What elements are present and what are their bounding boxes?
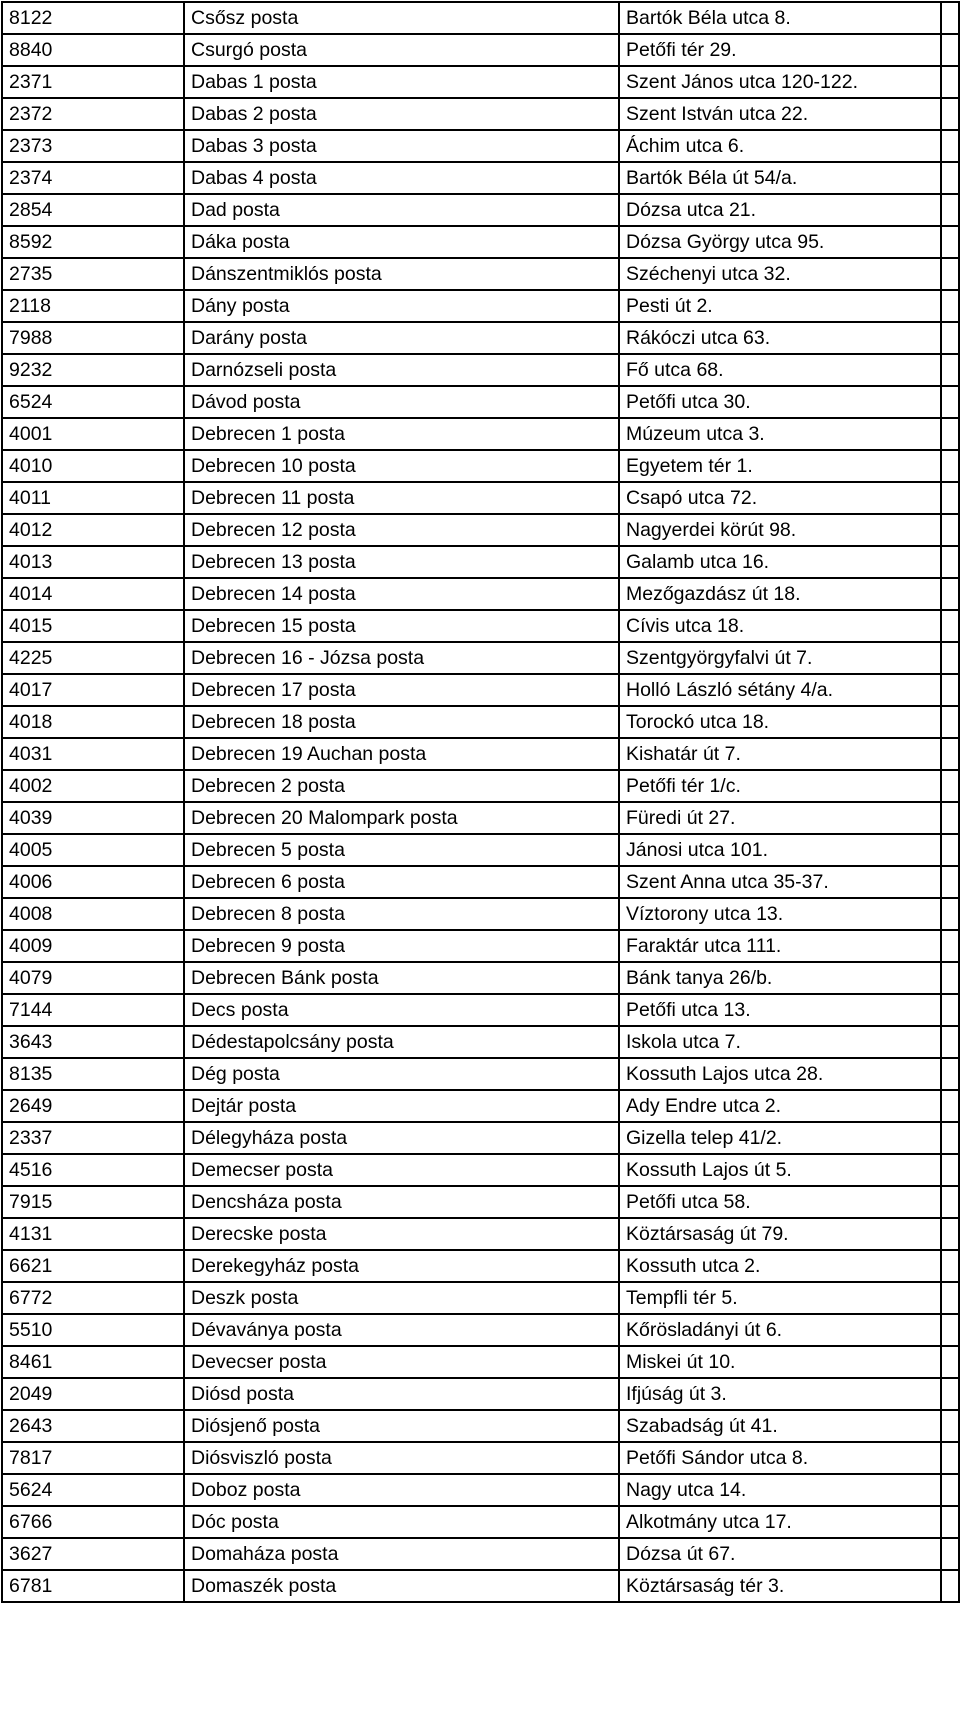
address-cell: Szabadság út 41. xyxy=(619,1410,941,1442)
address-cell: Bartók Béla út 54/a. xyxy=(619,162,941,194)
post-office-name-cell: Debrecen 17 posta xyxy=(184,674,619,706)
table-row xyxy=(2,1442,959,1474)
table-row xyxy=(2,770,959,802)
table-row xyxy=(2,386,959,418)
empty-cell xyxy=(941,1250,959,1282)
empty-cell xyxy=(941,418,959,450)
postal-code-cell: 4131 xyxy=(2,1218,184,1250)
table-row xyxy=(2,962,959,994)
table-row xyxy=(2,482,959,514)
postal-code-cell: 8461 xyxy=(2,1346,184,1378)
empty-cell xyxy=(941,898,959,930)
table-body xyxy=(2,2,959,1602)
empty-cell xyxy=(941,34,959,66)
table-row xyxy=(2,802,959,834)
address-cell: Petőfi tér 1/c. xyxy=(619,770,941,802)
address-cell: Dózsa György utca 95. xyxy=(619,226,941,258)
address-cell: Csapó utca 72. xyxy=(619,482,941,514)
empty-cell xyxy=(941,1346,959,1378)
post-office-name-cell: Debrecen 8 posta xyxy=(184,898,619,930)
postal-code-cell: 5624 xyxy=(2,1474,184,1506)
address-cell: Rákóczi utca 63. xyxy=(619,322,941,354)
address-cell: Kossuth Lajos út 5. xyxy=(619,1154,941,1186)
address-cell: Miskei út 10. xyxy=(619,1346,941,1378)
postal-code-cell: 2049 xyxy=(2,1378,184,1410)
postal-code-cell: 4018 xyxy=(2,706,184,738)
postal-code-cell: 6766 xyxy=(2,1506,184,1538)
postal-code-cell: 7915 xyxy=(2,1186,184,1218)
address-cell: Áchim utca 6. xyxy=(619,130,941,162)
address-cell: Petőfi Sándor utca 8. xyxy=(619,1442,941,1474)
postal-code-cell: 4010 xyxy=(2,450,184,482)
table-row xyxy=(2,162,959,194)
post-office-name-cell: Doboz posta xyxy=(184,1474,619,1506)
post-office-name-cell: Dejtár posta xyxy=(184,1090,619,1122)
postal-code-cell: 9232 xyxy=(2,354,184,386)
postal-code-cell: 4009 xyxy=(2,930,184,962)
empty-cell xyxy=(941,610,959,642)
table-row xyxy=(2,1538,959,1570)
table-row xyxy=(2,1570,959,1602)
postal-code-cell: 7144 xyxy=(2,994,184,1026)
address-cell: Széchenyi utca 32. xyxy=(619,258,941,290)
post-office-name-cell: Dabas 1 posta xyxy=(184,66,619,98)
postal-code-cell: 6524 xyxy=(2,386,184,418)
empty-cell xyxy=(941,962,959,994)
empty-cell xyxy=(941,1570,959,1602)
table-row xyxy=(2,930,959,962)
table-row xyxy=(2,1410,959,1442)
post-office-name-cell: Debrecen 18 posta xyxy=(184,706,619,738)
postal-code-cell: 3643 xyxy=(2,1026,184,1058)
post-office-name-cell: Csurgó posta xyxy=(184,34,619,66)
post-office-name-cell: Debrecen 1 posta xyxy=(184,418,619,450)
empty-cell xyxy=(941,66,959,98)
post-office-name-cell: Dávod posta xyxy=(184,386,619,418)
empty-cell xyxy=(941,1474,959,1506)
empty-cell xyxy=(941,834,959,866)
post-office-name-cell: Deszk posta xyxy=(184,1282,619,1314)
table-row xyxy=(2,450,959,482)
table-row xyxy=(2,1026,959,1058)
postal-code-cell: 2373 xyxy=(2,130,184,162)
address-cell: Múzeum utca 3. xyxy=(619,418,941,450)
address-cell: Egyetem tér 1. xyxy=(619,450,941,482)
post-office-table xyxy=(1,1,960,1603)
postal-code-cell: 2118 xyxy=(2,290,184,322)
post-office-name-cell: Derekegyház posta xyxy=(184,1250,619,1282)
address-cell: Víztorony utca 13. xyxy=(619,898,941,930)
post-office-name-cell: Debrecen 15 posta xyxy=(184,610,619,642)
empty-cell xyxy=(941,1122,959,1154)
empty-cell xyxy=(941,354,959,386)
empty-cell xyxy=(941,450,959,482)
post-office-name-cell: Dóc posta xyxy=(184,1506,619,1538)
empty-cell xyxy=(941,578,959,610)
postal-code-cell: 4225 xyxy=(2,642,184,674)
empty-cell xyxy=(941,194,959,226)
postal-code-cell: 2337 xyxy=(2,1122,184,1154)
postal-code-cell: 6781 xyxy=(2,1570,184,1602)
post-office-name-cell: Dabas 4 posta xyxy=(184,162,619,194)
empty-cell xyxy=(941,258,959,290)
postal-code-cell: 2735 xyxy=(2,258,184,290)
empty-cell xyxy=(941,1186,959,1218)
table-row xyxy=(2,290,959,322)
address-cell: Petőfi utca 30. xyxy=(619,386,941,418)
postal-code-cell: 2371 xyxy=(2,66,184,98)
post-office-name-cell: Debrecen 11 posta xyxy=(184,482,619,514)
table-row xyxy=(2,898,959,930)
empty-cell xyxy=(941,290,959,322)
address-cell: Kossuth utca 2. xyxy=(619,1250,941,1282)
postal-code-cell: 6621 xyxy=(2,1250,184,1282)
table-row xyxy=(2,1154,959,1186)
table-row xyxy=(2,642,959,674)
post-office-name-cell: Debrecen 20 Malompark posta xyxy=(184,802,619,834)
postal-code-cell: 2643 xyxy=(2,1410,184,1442)
post-office-name-cell: Diósd posta xyxy=(184,1378,619,1410)
empty-cell xyxy=(941,98,959,130)
address-cell: Köztársaság tér 3. xyxy=(619,1570,941,1602)
post-office-name-cell: Demecser posta xyxy=(184,1154,619,1186)
postal-code-cell: 3627 xyxy=(2,1538,184,1570)
post-office-name-cell: Dencsháza posta xyxy=(184,1186,619,1218)
post-office-name-cell: Debrecen 19 Auchan posta xyxy=(184,738,619,770)
table-row xyxy=(2,1506,959,1538)
empty-cell xyxy=(941,130,959,162)
postal-code-cell: 4031 xyxy=(2,738,184,770)
postal-code-cell: 2374 xyxy=(2,162,184,194)
post-office-name-cell: Darnózseli posta xyxy=(184,354,619,386)
post-office-name-cell: Dabas 2 posta xyxy=(184,98,619,130)
address-cell: Nagy utca 14. xyxy=(619,1474,941,1506)
table-row xyxy=(2,226,959,258)
empty-cell xyxy=(941,482,959,514)
table-row xyxy=(2,98,959,130)
post-office-name-cell: Debrecen 6 posta xyxy=(184,866,619,898)
address-cell: Petőfi utca 58. xyxy=(619,1186,941,1218)
table-row xyxy=(2,1282,959,1314)
post-office-name-cell: Dévaványa posta xyxy=(184,1314,619,1346)
address-cell: Fő utca 68. xyxy=(619,354,941,386)
table-row xyxy=(2,1058,959,1090)
address-cell: Holló László sétány 4/a. xyxy=(619,674,941,706)
table-row xyxy=(2,34,959,66)
address-cell: Petőfi tér 29. xyxy=(619,34,941,66)
postal-code-cell: 4014 xyxy=(2,578,184,610)
postal-code-cell: 4001 xyxy=(2,418,184,450)
empty-cell xyxy=(941,1538,959,1570)
postal-code-cell: 4012 xyxy=(2,514,184,546)
post-office-name-cell: Debrecen 12 posta xyxy=(184,514,619,546)
post-office-name-cell: Diósviszló posta xyxy=(184,1442,619,1474)
address-cell: Jánosi utca 101. xyxy=(619,834,941,866)
post-office-name-cell: Dad posta xyxy=(184,194,619,226)
address-cell: Dózsa út 67. xyxy=(619,1538,941,1570)
empty-cell xyxy=(941,546,959,578)
table-row xyxy=(2,514,959,546)
postal-code-cell: 2649 xyxy=(2,1090,184,1122)
address-cell: Mezőgazdász út 18. xyxy=(619,578,941,610)
table-row xyxy=(2,66,959,98)
address-cell: Szent István utca 22. xyxy=(619,98,941,130)
post-office-name-cell: Debrecen 10 posta xyxy=(184,450,619,482)
address-cell: Köztársaság út 79. xyxy=(619,1218,941,1250)
empty-cell xyxy=(941,1058,959,1090)
post-office-name-cell: Diósjenő posta xyxy=(184,1410,619,1442)
empty-cell xyxy=(941,1378,959,1410)
address-cell: Nagyerdei körút 98. xyxy=(619,514,941,546)
table-row xyxy=(2,866,959,898)
address-cell: Bartók Béla utca 8. xyxy=(619,2,941,34)
table-row xyxy=(2,130,959,162)
postal-code-cell: 2854 xyxy=(2,194,184,226)
postal-code-cell: 4017 xyxy=(2,674,184,706)
post-office-name-cell: Csősz posta xyxy=(184,2,619,34)
post-office-name-cell: Debrecen 5 posta xyxy=(184,834,619,866)
empty-cell xyxy=(941,514,959,546)
table-row xyxy=(2,1122,959,1154)
empty-cell xyxy=(941,1410,959,1442)
address-cell: Iskola utca 7. xyxy=(619,1026,941,1058)
address-cell: Dózsa utca 21. xyxy=(619,194,941,226)
postal-code-cell: 4006 xyxy=(2,866,184,898)
empty-cell xyxy=(941,770,959,802)
address-cell: Szent János utca 120-122. xyxy=(619,66,941,98)
table-row xyxy=(2,610,959,642)
empty-cell xyxy=(941,642,959,674)
post-office-name-cell: Debrecen 14 posta xyxy=(184,578,619,610)
table-row xyxy=(2,1378,959,1410)
table-row xyxy=(2,194,959,226)
table-row xyxy=(2,994,959,1026)
empty-cell xyxy=(941,1026,959,1058)
table-row xyxy=(2,738,959,770)
table-row xyxy=(2,418,959,450)
table-row xyxy=(2,578,959,610)
postal-code-cell: 4079 xyxy=(2,962,184,994)
postal-code-cell: 4013 xyxy=(2,546,184,578)
postal-code-cell: 7988 xyxy=(2,322,184,354)
address-cell: Torockó utca 18. xyxy=(619,706,941,738)
table-row xyxy=(2,1186,959,1218)
post-office-name-cell: Debrecen 2 posta xyxy=(184,770,619,802)
empty-cell xyxy=(941,162,959,194)
address-cell: Galamb utca 16. xyxy=(619,546,941,578)
table-row xyxy=(2,834,959,866)
post-office-name-cell: Dánszentmiklós posta xyxy=(184,258,619,290)
postal-code-cell: 4516 xyxy=(2,1154,184,1186)
address-cell: Alkotmány utca 17. xyxy=(619,1506,941,1538)
post-office-name-cell: Dáka posta xyxy=(184,226,619,258)
address-cell: Gizella telep 41/2. xyxy=(619,1122,941,1154)
table-row xyxy=(2,1474,959,1506)
empty-cell xyxy=(941,994,959,1026)
postal-code-cell: 8135 xyxy=(2,1058,184,1090)
address-cell: Bánk tanya 26/b. xyxy=(619,962,941,994)
empty-cell xyxy=(941,1282,959,1314)
table-row xyxy=(2,1314,959,1346)
empty-cell xyxy=(941,1218,959,1250)
empty-cell xyxy=(941,706,959,738)
address-cell: Kishatár út 7. xyxy=(619,738,941,770)
postal-code-cell: 4002 xyxy=(2,770,184,802)
table-row xyxy=(2,1346,959,1378)
post-office-name-cell: Domaszék posta xyxy=(184,1570,619,1602)
post-office-name-cell: Délegyháza posta xyxy=(184,1122,619,1154)
address-cell: Ady Endre utca 2. xyxy=(619,1090,941,1122)
post-office-name-cell: Dány posta xyxy=(184,290,619,322)
table-row xyxy=(2,354,959,386)
post-office-name-cell: Dabas 3 posta xyxy=(184,130,619,162)
address-cell: Kossuth Lajos utca 28. xyxy=(619,1058,941,1090)
empty-cell xyxy=(941,1442,959,1474)
empty-cell xyxy=(941,1314,959,1346)
postal-code-cell: 4015 xyxy=(2,610,184,642)
post-office-name-cell: Debrecen Bánk posta xyxy=(184,962,619,994)
post-office-name-cell: Debrecen 16 - Józsa posta xyxy=(184,642,619,674)
post-office-name-cell: Debrecen 13 posta xyxy=(184,546,619,578)
postal-code-cell: 4008 xyxy=(2,898,184,930)
empty-cell xyxy=(941,322,959,354)
empty-cell xyxy=(941,674,959,706)
post-office-name-cell: Domaháza posta xyxy=(184,1538,619,1570)
table-row xyxy=(2,674,959,706)
address-cell: Ifjúság út 3. xyxy=(619,1378,941,1410)
address-cell: Petőfi utca 13. xyxy=(619,994,941,1026)
address-cell: Cívis utca 18. xyxy=(619,610,941,642)
postal-code-cell: 4005 xyxy=(2,834,184,866)
table-row xyxy=(2,1090,959,1122)
empty-cell xyxy=(941,802,959,834)
postal-code-cell: 8840 xyxy=(2,34,184,66)
address-cell: Füredi út 27. xyxy=(619,802,941,834)
empty-cell xyxy=(941,1154,959,1186)
table-row xyxy=(2,2,959,34)
table-row xyxy=(2,546,959,578)
empty-cell xyxy=(941,2,959,34)
table-row xyxy=(2,322,959,354)
table-row xyxy=(2,258,959,290)
empty-cell xyxy=(941,1090,959,1122)
empty-cell xyxy=(941,1506,959,1538)
address-cell: Szentgyörgyfalvi út 7. xyxy=(619,642,941,674)
post-office-name-cell: Darány posta xyxy=(184,322,619,354)
table-row xyxy=(2,706,959,738)
address-cell: Faraktár utca 111. xyxy=(619,930,941,962)
post-office-name-cell: Debrecen 9 posta xyxy=(184,930,619,962)
empty-cell xyxy=(941,866,959,898)
empty-cell xyxy=(941,738,959,770)
post-office-name-cell: Dédestapolcsány posta xyxy=(184,1026,619,1058)
postal-code-cell: 5510 xyxy=(2,1314,184,1346)
post-office-name-cell: Devecser posta xyxy=(184,1346,619,1378)
empty-cell xyxy=(941,386,959,418)
table-row xyxy=(2,1250,959,1282)
postal-code-cell: 4039 xyxy=(2,802,184,834)
post-office-name-cell: Decs posta xyxy=(184,994,619,1026)
postal-code-cell: 6772 xyxy=(2,1282,184,1314)
address-cell: Tempfli tér 5. xyxy=(619,1282,941,1314)
address-cell: Pesti út 2. xyxy=(619,290,941,322)
address-cell: Kőrösladányi út 6. xyxy=(619,1314,941,1346)
address-cell: Szent Anna utca 35-37. xyxy=(619,866,941,898)
postal-code-cell: 8592 xyxy=(2,226,184,258)
postal-code-cell: 7817 xyxy=(2,1442,184,1474)
postal-code-cell: 2372 xyxy=(2,98,184,130)
post-office-name-cell: Dég posta xyxy=(184,1058,619,1090)
empty-cell xyxy=(941,226,959,258)
empty-cell xyxy=(941,930,959,962)
postal-code-cell: 8122 xyxy=(2,2,184,34)
table-row xyxy=(2,1218,959,1250)
post-office-name-cell: Derecske posta xyxy=(184,1218,619,1250)
postal-code-cell: 4011 xyxy=(2,482,184,514)
